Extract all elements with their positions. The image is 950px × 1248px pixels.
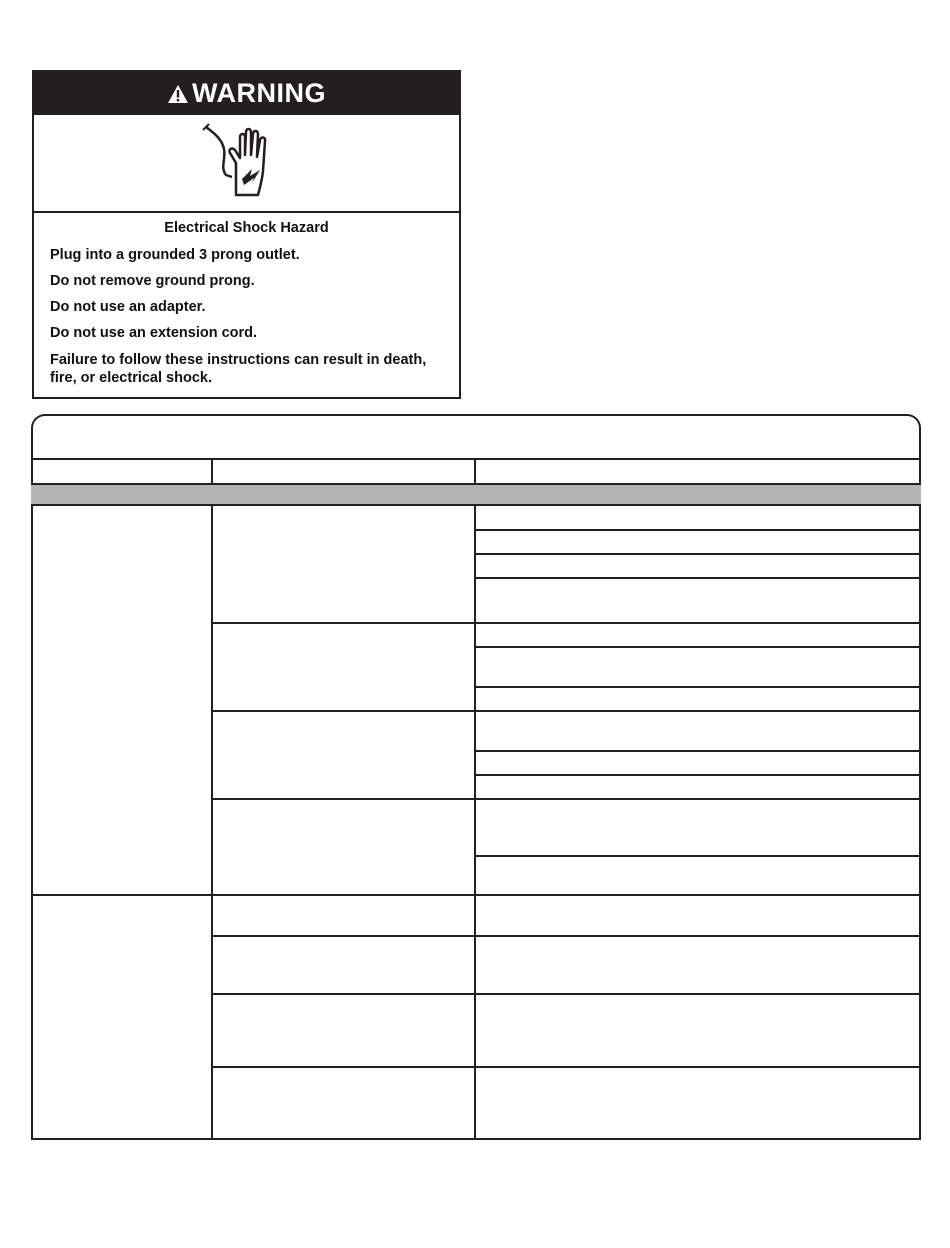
table-bottom-border [31,1138,921,1140]
warning-line: Do not remove ground prong. [50,273,255,289]
row-divider [474,855,921,857]
row-divider [474,686,921,688]
row-divider [211,935,921,937]
row-divider [211,710,921,712]
col-divider [211,506,213,1140]
warning-line: Plug into a grounded 3 prong outlet. [50,247,300,263]
row-divider [474,577,921,579]
row-divider [474,529,921,531]
row-divider [474,774,921,776]
header-col-divider [211,458,213,483]
col-divider [474,506,476,1140]
row-divider [31,894,921,896]
table-title-box [31,414,921,470]
warning-line: Do not use an extension cord. [50,325,258,341]
warning-line: Failure to follow these instructions can result in death, fire, or electrical shock. [50,352,427,386]
row-divider [211,993,921,995]
row-divider [474,750,921,752]
row-divider [474,553,921,555]
signal-word: WARNING [192,78,326,108]
header-col-divider [474,458,476,483]
row-divider [474,646,921,648]
table-header-top-border [31,458,921,460]
row-divider [211,622,921,624]
row-divider [211,1066,921,1068]
section-band [31,483,921,506]
table-left-border [31,458,33,1140]
hazard-title: Electrical Shock Hazard [164,220,329,236]
row-divider [211,798,921,800]
warning-line: Do not use an adapter. [50,299,206,315]
